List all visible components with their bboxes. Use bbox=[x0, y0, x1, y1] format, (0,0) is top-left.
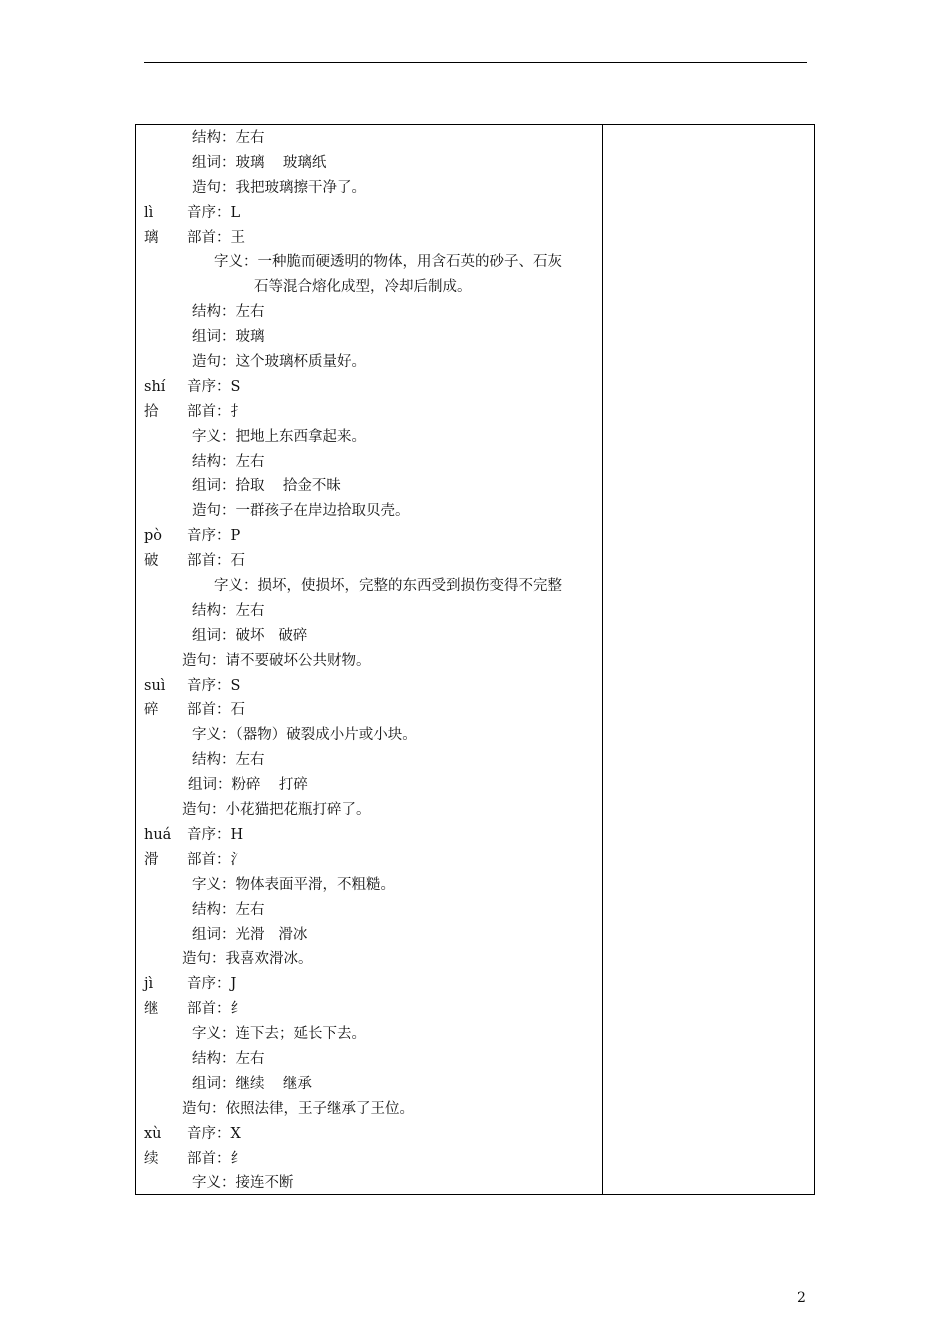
entry-detail-line: 造句：我喜欢滑冰。 bbox=[182, 951, 313, 968]
entry-detail-line: 组词：破坏 破碎 bbox=[192, 627, 308, 644]
entry-detail-line: 字义：把地上东西拿起来。 bbox=[192, 428, 366, 445]
entry-field: 音序：S bbox=[187, 677, 241, 694]
entry-header-line bbox=[144, 524, 599, 549]
entry-detail-line: 字义：连下去；延长下去。 bbox=[192, 1026, 366, 1043]
entry-detail-line: 字义：接连不断 bbox=[192, 1175, 294, 1192]
entry-field: 音序：P bbox=[187, 528, 241, 545]
entry-header-line bbox=[144, 226, 599, 251]
entry-lead: jì bbox=[144, 976, 154, 993]
table-column-divider bbox=[602, 124, 603, 1195]
entry-lead: suì bbox=[144, 677, 166, 694]
entry-header-line bbox=[144, 201, 599, 226]
entry-header-line bbox=[144, 997, 599, 1022]
entry-field: 音序：X bbox=[187, 1125, 241, 1142]
entry-detail-line: 字义：（器物）破裂成小片或小块。 bbox=[192, 727, 417, 744]
entry-lead: 拾 bbox=[144, 403, 159, 420]
entry-field: 部首：石 bbox=[187, 553, 245, 570]
entry-field: 部首：石 bbox=[187, 702, 245, 719]
entry-detail-line: 造句：请不要破坏公共财物。 bbox=[182, 652, 371, 669]
entry-detail-line: 结构：左右 bbox=[192, 304, 265, 321]
entry-header-line bbox=[144, 848, 599, 873]
header-rule bbox=[144, 62, 807, 63]
entry-detail-line: 石等混合熔化成型，冷却后制成。 bbox=[254, 279, 472, 296]
entry-header-line bbox=[144, 1122, 599, 1147]
entry-detail-line: 结构：左右 bbox=[192, 1050, 265, 1067]
entry-header-line bbox=[144, 823, 599, 848]
entry-lead: 璃 bbox=[144, 229, 159, 246]
entry-field: 音序：L bbox=[187, 204, 241, 221]
entry-lead: lì bbox=[144, 204, 154, 221]
entry-header-line bbox=[144, 400, 599, 425]
entry-field: 部首：王 bbox=[187, 229, 245, 246]
entry-detail-line: 结构：左右 bbox=[192, 901, 265, 918]
entry-lead: 滑 bbox=[144, 851, 159, 868]
entry-detail-line: 结构：左右 bbox=[192, 453, 265, 470]
entry-header-line bbox=[144, 972, 599, 997]
page-number: 2 bbox=[797, 1290, 806, 1306]
entry-field: 音序：S bbox=[187, 378, 241, 395]
entry-field: 部首：氵 bbox=[187, 851, 245, 868]
entry-lead: pò bbox=[144, 528, 163, 545]
entry-field: 部首：扌 bbox=[187, 403, 245, 420]
entry-header-line bbox=[144, 674, 599, 699]
entry-detail-line: 组词：拾取 拾金不昧 bbox=[192, 478, 341, 495]
entry-lead: 继 bbox=[144, 1001, 159, 1018]
entry-detail-line: 结构：左右 bbox=[192, 752, 265, 769]
entry-field: 部首：纟 bbox=[187, 1150, 245, 1167]
entry-lead: huá bbox=[144, 826, 172, 843]
entry-lead: shí bbox=[144, 378, 166, 395]
entry-detail-line: 造句：我把玻璃擦干净了。 bbox=[192, 179, 366, 196]
entry-detail-line: 组词：玻璃 玻璃纸 bbox=[192, 154, 327, 171]
entry-field: 部首：纟 bbox=[187, 1001, 245, 1018]
entry-detail-line: 字义：物体表面平滑，不粗糙。 bbox=[192, 876, 395, 893]
entry-detail-line: 结构：左右 bbox=[192, 130, 265, 146]
entry-detail-line: 造句：依照法律，王子继承了王位。 bbox=[182, 1100, 414, 1117]
entry-detail-line: 组词：粉碎 打碎 bbox=[188, 777, 308, 794]
entry-header-line bbox=[144, 1147, 599, 1172]
entry-detail-line: 组词：玻璃 bbox=[192, 329, 265, 346]
entry-header-line bbox=[144, 698, 599, 723]
entry-lead: 碎 bbox=[144, 702, 159, 719]
character-entries bbox=[144, 126, 599, 1196]
entry-lead: 续 bbox=[144, 1150, 159, 1167]
entry-field: 音序：J bbox=[187, 976, 237, 993]
entry-detail-line: 组词：继续 继承 bbox=[192, 1075, 312, 1092]
entry-header-line bbox=[144, 549, 599, 574]
entry-lead: 破 bbox=[144, 553, 159, 570]
entry-detail-line: 造句：这个玻璃杯质量好。 bbox=[192, 354, 366, 371]
entry-detail-line: 结构：左右 bbox=[192, 602, 265, 619]
entry-header-line bbox=[144, 375, 599, 400]
entry-detail-line: 组词：光滑 滑冰 bbox=[192, 926, 308, 943]
entry-field: 音序：H bbox=[187, 826, 244, 843]
entry-detail-line: 字义：一种脆而硬透明的物体，用含石英的砂子、石灰 bbox=[214, 254, 562, 271]
entry-detail-line: 造句：一群孩子在岸边拾取贝壳。 bbox=[192, 503, 410, 520]
entry-detail-line: 字义：损坏，使损坏，完整的东西受到损伤变得不完整 bbox=[214, 578, 562, 595]
entry-lead: xù bbox=[144, 1125, 162, 1142]
entry-detail-line: 造句：小花猫把花瓶打碎了。 bbox=[182, 802, 371, 819]
